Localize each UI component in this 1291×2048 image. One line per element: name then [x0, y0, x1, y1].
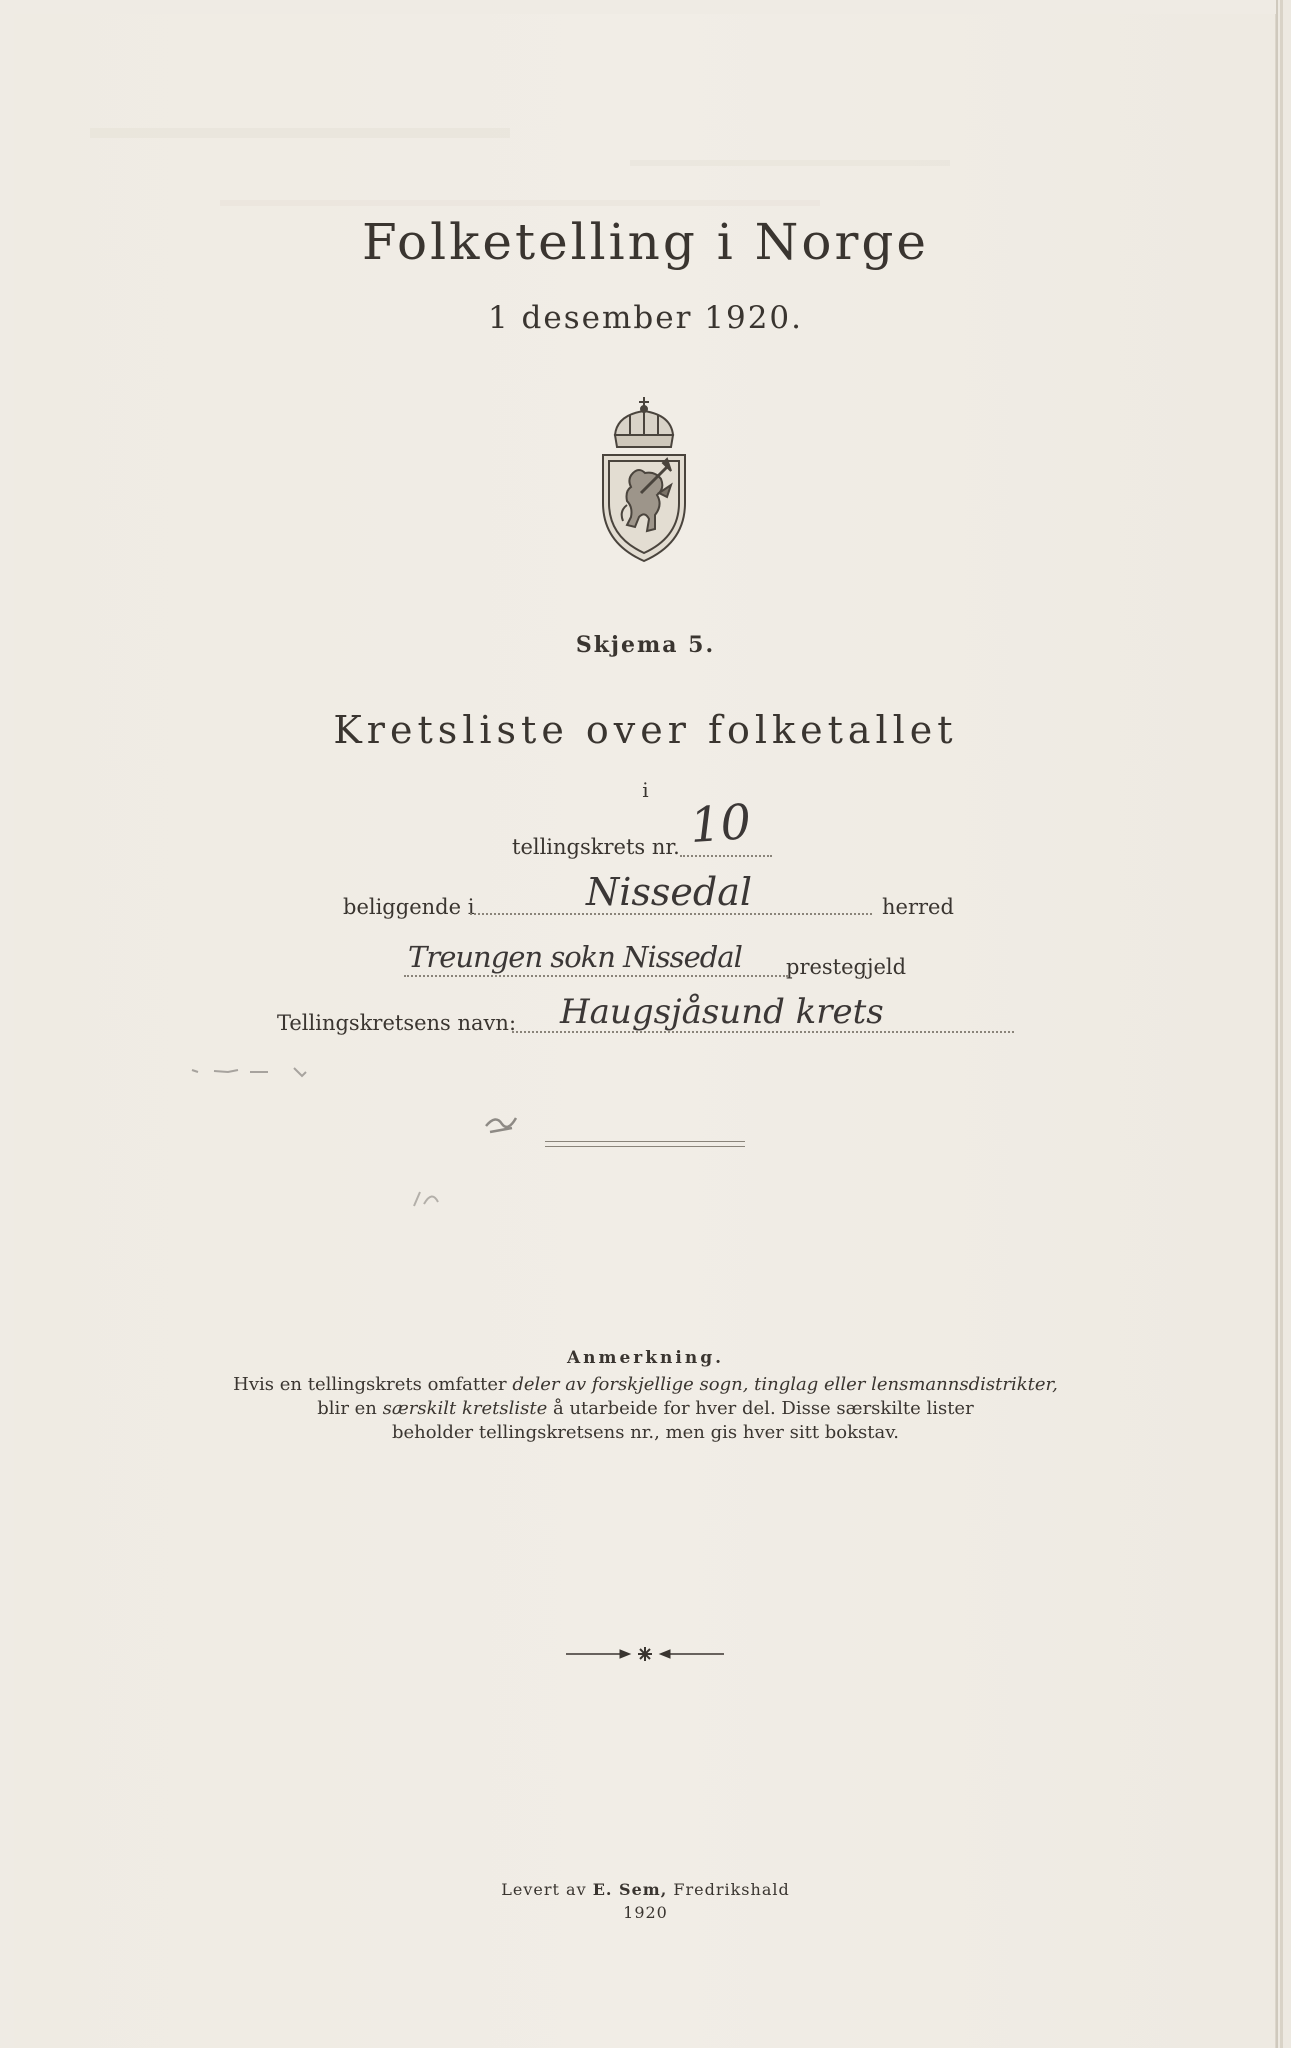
pencil-smudge	[410, 1186, 442, 1210]
note-title: Anmerkning.	[566, 1348, 725, 1368]
printer-prefix: Levert av	[501, 1880, 593, 1899]
note-line-1-italic: deler av forskjellige sogn, tinglag eller lensmannsdistrikter,	[512, 1374, 1058, 1395]
district-number-line	[680, 855, 772, 857]
pencil-smudge	[482, 1108, 522, 1138]
municipality-suffix: herred	[882, 895, 954, 919]
form-heading: Kretsliste over folketallet	[333, 708, 958, 752]
printer-name: E. Sem,	[592, 1880, 668, 1899]
show-through-mark	[630, 160, 950, 166]
divider-ornament-icon	[560, 1642, 730, 1670]
pencil-smudge	[190, 1062, 330, 1080]
census-date: 1 desember 1920.	[487, 300, 804, 336]
located-label: beliggende i	[343, 895, 475, 919]
parish-suffix: prestegjeld	[786, 955, 907, 979]
page-title: Folketelling i Norge	[362, 213, 929, 271]
note-line-2-italic: særskilt kretsliste	[382, 1398, 548, 1419]
show-through-mark	[220, 200, 820, 206]
note-line-1	[0, 1374, 1291, 1395]
note-line-2-text-c: å utarbeide for hver del. Disse særskilte lister	[547, 1398, 974, 1419]
note-line-1-text: Hvis en tellingskrets omfatter	[233, 1374, 513, 1395]
district-number-label: tellingskrets nr.	[512, 835, 680, 859]
parish-value: Treungen sokn Nissedal	[408, 940, 742, 974]
printer-credit	[0, 1880, 1291, 1899]
district-name-label: Tellingskretsens navn:	[277, 1011, 517, 1035]
note-line-2	[0, 1398, 1291, 1419]
coat-of-arms-icon	[597, 393, 691, 569]
form-number: Skjema 5.	[575, 632, 716, 658]
note-line-2-text-a: blir en	[317, 1398, 383, 1419]
printer-city: Fredrikshald	[667, 1880, 790, 1899]
parish-line	[404, 975, 788, 977]
connector-word: i	[642, 778, 649, 802]
district-name-value: Haugsjåsund krets	[560, 992, 884, 1032]
horizontal-rule	[545, 1141, 745, 1147]
show-through-mark	[90, 128, 510, 138]
municipality-value: Nissedal	[586, 870, 753, 914]
printer-year: 1920	[623, 1903, 668, 1922]
district-number-value: 10	[688, 793, 753, 855]
note-line-3: beholder tellingskretsens nr., men gis hver sitt bokstav.	[391, 1422, 899, 1443]
